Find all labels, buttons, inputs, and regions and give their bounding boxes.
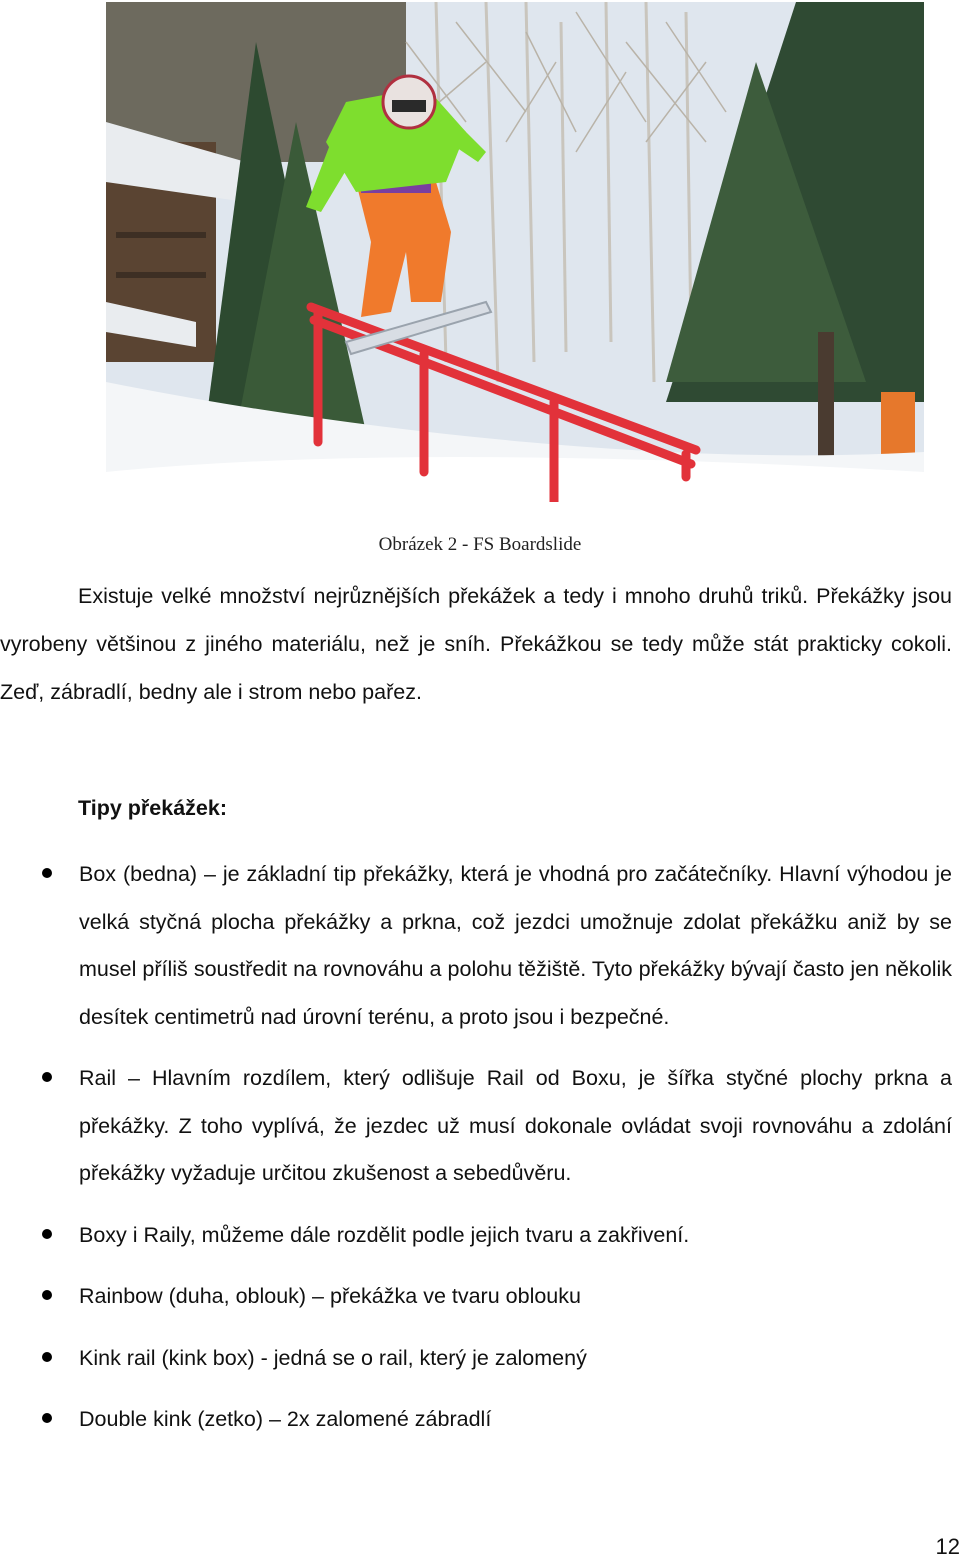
snowboarder-illustration bbox=[106, 2, 924, 502]
list-item-shapes: Boxy i Raily, můžeme dále rozdělit podle jejich tvaru a zakřivení. bbox=[0, 1212, 952, 1260]
section-heading: Tipy překážek: bbox=[78, 796, 227, 820]
list-item-kink-rail: Kink rail (kink box) - jedná se o rail, který je zalomený bbox=[0, 1335, 952, 1383]
figure-caption: Obrázek 2 - FS Boardslide bbox=[378, 534, 582, 555]
list-item-rainbow: Rainbow (duha, oblouk) – překážka ve tvaru oblouku bbox=[0, 1273, 952, 1321]
list-item-box: Box (bedna) – je základní tip překážky, která je vhodná pro začátečníky. Hlavní výhodou je velká styčná plocha překážky a prkna, což jezdci umožnuje zdolat překážku aniž by se musel příliš soustředit na rovnováhu a polohu těžiště. Tyto překážky bývají často jen několik desítek centimetrů nad úrovní terénu, a proto jsou i bezpečné. bbox=[0, 851, 952, 1041]
intro-paragraph: Existuje velké množství nejrůznějších překážek a tedy i mnoho druhů triků. Překážky jsou vyrobeny většinou z jiného materiálu, než je sníh. Překážkou se tedy může stát prakticky cokoli. Zeď, zábradlí, bedny ale i strom nebo pařez. bbox=[0, 584, 952, 704]
page-number: 12 bbox=[935, 1534, 960, 1559]
list-item-rail: Rail – Hlavním rozdílem, který odlišuje Rail od Boxu, je šířka styčné plochy prkna a překážky. Z toho vyplívá, že jezdec už musí dokonale ovládat svoji rovnováhu a zdolání překážky vyžaduje určitou zkušenost a sebedůvěru. bbox=[0, 1055, 952, 1198]
obstacle-types-list bbox=[0, 851, 952, 1444]
list-item-double-kink: Double kink (zetko) – 2x zalomené zábradlí bbox=[0, 1396, 952, 1444]
figure-photo bbox=[106, 2, 924, 502]
